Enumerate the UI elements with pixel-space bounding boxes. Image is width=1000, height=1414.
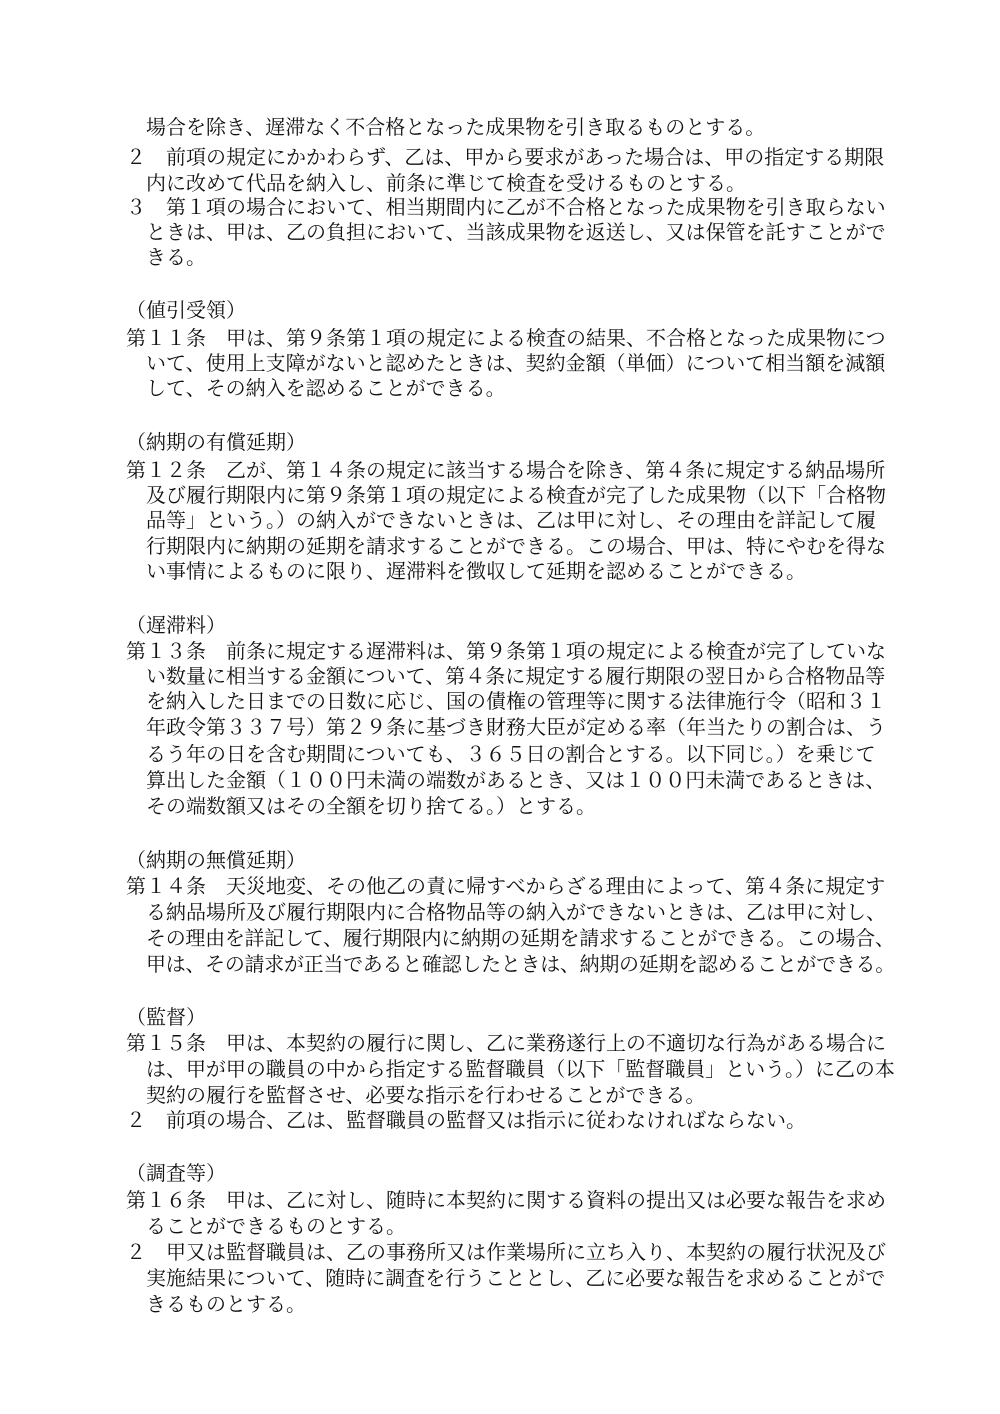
paragraph-line: 内に改めて代品を納入し、前条に準じて検査を受けるものとする。 — [146, 171, 746, 195]
section-heading: （納期の有償延期） — [126, 430, 306, 454]
paragraph-line: ることができるものとする。 — [146, 1214, 406, 1238]
paragraph-line: は、甲が甲の職員の中から指定する監督職員（以下「監督職員」という。）に乙の本 — [146, 1057, 895, 1081]
section-heading: （調査等） — [126, 1161, 226, 1185]
paragraph-line: 行期限内に納期の延期を請求することができる。この場合、甲は、特にやむを得な — [146, 534, 886, 558]
paragraph-line: 契約の履行を監督させ、必要な指示を行わせることができる。 — [146, 1083, 706, 1107]
section-heading: （値引受領） — [126, 298, 246, 322]
paragraph-line: きる。 — [146, 245, 206, 269]
paragraph-line: い数量に相当する金額について、第４条に規定する履行期限の翌日から合格物品等 — [146, 664, 886, 688]
paragraph-line: ２ 甲又は監督職員は、乙の事務所又は作業場所に立ち入り、本契約の履行状況及び — [126, 1240, 886, 1264]
paragraph-line: して、その納入を認めることができる。 — [146, 376, 506, 400]
section-heading: （遅滞料） — [126, 613, 226, 637]
paragraph-line: 甲は、その請求が正当であると確認したときは、納期の延期を認めることができる。 — [146, 952, 895, 976]
paragraph-line: ときは、甲は、乙の負担において、当該成果物を返送し、又は保管を託すことがで — [146, 220, 886, 244]
paragraph-line: ２ 前項の場合、乙は、監督職員の監督又は指示に従わなければならない。 — [126, 1108, 806, 1132]
paragraph-line: 年政令第３３７号）第２９条に基づき財務大臣が定める率（年当たりの割合は、う — [146, 715, 886, 739]
paragraph-line: その端数額又はその全額を切り捨てる。）とする。 — [146, 794, 596, 818]
paragraph-line: 品等」という。）の納入ができないときは、乙は甲に対し、その理由を詳記して履 — [146, 508, 876, 532]
paragraph-line: いて、使用上支障がないと認めたときは、契約金額（単価）について相当額を減額 — [146, 351, 886, 375]
section-heading: （納期の無償延期） — [126, 848, 306, 872]
paragraph-line: るう年の日を含む期間についても、３６５日の割合とする。以下同じ。）を乗じて — [146, 742, 876, 766]
paragraph-line: 及び履行期限内に第９条第１項の規定による検査が完了した成果物（以下「合格物 — [146, 483, 886, 507]
paragraph-line: 第１６条 甲は、乙に対し、随時に本契約に関する資料の提出又は必要な報告を求め — [126, 1188, 886, 1212]
paragraph-line: を納入した日までの日数に応じ、国の債権の管理等に関する法律施行令（昭和３１ — [146, 689, 886, 713]
paragraph-line: 実施結果について、随時に調査を行うこととし、乙に必要な報告を求めることがで — [146, 1266, 886, 1290]
paragraph-line: 第１２条 乙が、第１４条の規定に該当する場合を除き、第４条に規定する納品場所 — [126, 458, 886, 482]
paragraph-line: 第１４条 天災地変、その他乙の責に帰すべからざる理由によって、第４条に規定す — [126, 874, 886, 898]
paragraph-line: 算出した金額（１００円未満の端数があるとき、又は１００円未満であるときは、 — [146, 768, 886, 792]
paragraph-line: 第１１条 甲は、第９条第１項の規定による検査の結果、不合格となった成果物につ — [126, 326, 886, 350]
paragraph-line: その理由を詳記して、履行期限内に納期の延期を請求することができる。この場合、 — [146, 926, 895, 950]
paragraph-line: る納品場所及び履行期限内に合格物品等の納入ができないときは、乙は甲に対し、 — [146, 900, 886, 924]
section-heading: （監督） — [126, 1005, 206, 1029]
paragraph-line: 第１３条 前条に規定する遅滞料は、第９条第１項の規定による検査が完了していな — [126, 639, 886, 663]
paragraph-line: 場合を除き、遅滞なく不合格となった成果物を引き取るものとする。 — [146, 115, 766, 139]
paragraph-line: ２ 前項の規定にかかわらず、乙は、甲から要求があった場合は、甲の指定する期限 — [126, 145, 885, 169]
paragraph-line: 第１５条 甲は、本契約の履行に関し、乙に業務遂行上の不適切な行為がある場合に — [126, 1031, 886, 1055]
paragraph-line: ３ 第１項の場合において、相当期間内に乙が不合格となった成果物を引き取らない — [126, 195, 886, 219]
paragraph-line: きるものとする。 — [146, 1292, 306, 1316]
paragraph-line: い事情によるものに限り、遅滞料を徴収して延期を認めることができる。 — [146, 559, 806, 583]
